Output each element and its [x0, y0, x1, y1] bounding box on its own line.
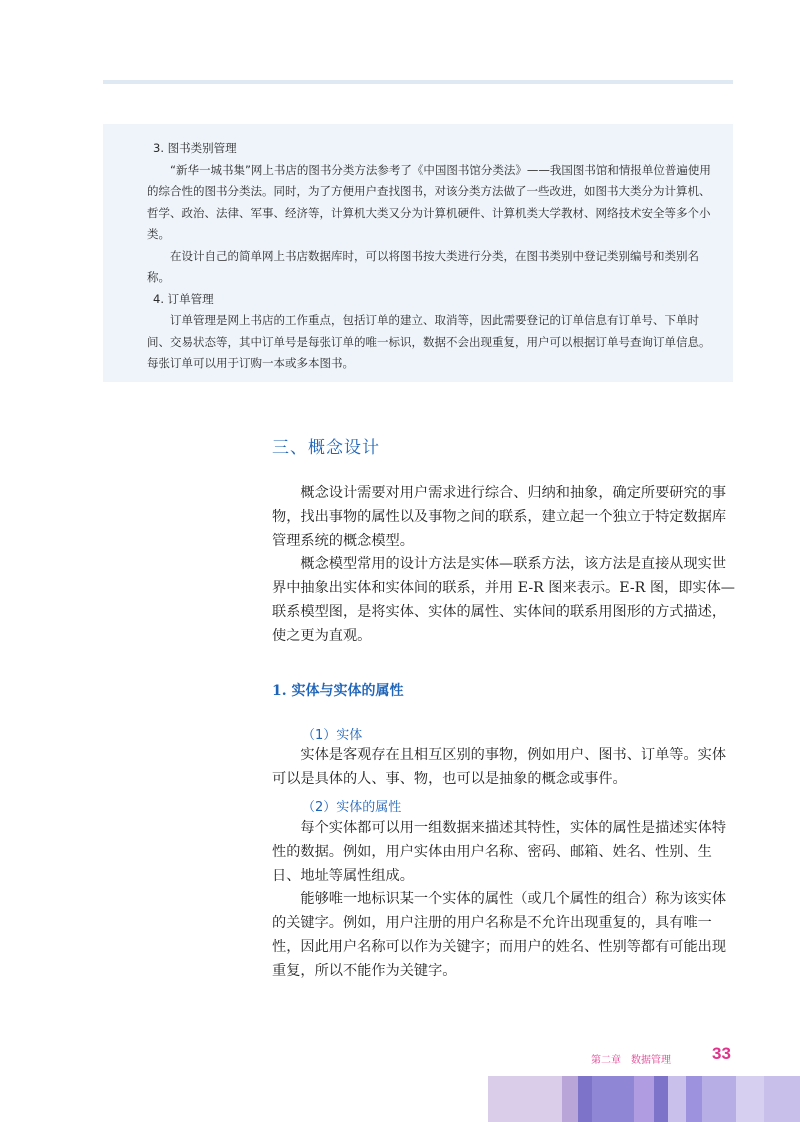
- header-rule: [103, 80, 733, 84]
- page-number: 33: [712, 1044, 731, 1063]
- footer-color-band: [488, 1076, 800, 1122]
- sub2-text: [272, 817, 738, 984]
- section4-heading: 4. 订单管理: [153, 291, 214, 306]
- intro-text: [272, 482, 738, 649]
- footer-chapter-label: 第二章 数据管理: [591, 1055, 671, 1066]
- sub2-paragraph-1: 每个实体都可以用一组数据来描述其特性，实体的属性是描述实体特性的数据。例如，用户实体由用户名称、密码、邮箱、姓名、性别、生日、地址等属性组成。: [272, 820, 727, 884]
- section3-heading: 3. 图书类别管理: [153, 141, 237, 155]
- section4-paragraph-1: 订单管理是网上书店的工作重点，包括订单的建立、取消等，因此需要登记的订单信息有订单号、下单时间、交易状态等，其中订单号是每张订单的唯一标识，数据不会出现重复，用户可以根据订单号查询订单信息。每张订单可以用于订购一本或多本图书。: [147, 313, 711, 370]
- sub1-heading: （1）实体: [302, 728, 363, 743]
- sub2-paragraph-2: 能够唯一地标识某一个实体的属性（或几个属性的组合）称为该实体的关键字。例如，用户注册的用户名称是不允许出现重复的，具有唯一性，因此用户名称可以作为关键字；而用户的姓名、性别等都有可能出现重复，所以不能作为关键字。: [272, 891, 727, 979]
- info-box: [103, 124, 733, 382]
- sub1-text: [272, 744, 738, 792]
- sub1-paragraph: 实体是客观存在且相互区别的事物，例如用户、图书、订单等。实体可以是具体的人、事、物，也可以是抽象的概念或事件。: [272, 747, 727, 787]
- intro-paragraph-2: 概念模型常用的设计方法是实体—联系方法，该方法是直接从现实世界中抽象出实体和实体间的联系，并用 E-R 图来表示。E-R 图，即实体—联系模型图，是将实体、实体的属性、实体间的联系用图形的方式描述，使之更为直观。: [272, 556, 735, 644]
- section3-paragraph-2: 在设计自己的简单网上书店数据库时，可以将图书按大类进行分类，在图书类别中登记类别编号和类别名称。: [147, 248, 699, 284]
- section3-paragraph-1: “新华一城书集”网上书店的图书分类方法参考了《中国图书馆分类法》——我国图书馆和情报单位普遍使用的综合性的图书分类法。同时，为了方便用户查找图书，对该分类方法做了一些改进，如图书大类分为计算机、哲学、政治、法律、军事、经济等，计算机大类又分为计算机硬件、计算机类大学教材、网络技术安全等多个小类。: [147, 162, 711, 241]
- intro-paragraph-1: 概念设计需要对用户需求进行综合、归纳和抽象，确定所要研究的事物，找出事物的属性以及事物之间的联系，建立起一个独立于特定数据库管理系统的概念模型。: [272, 485, 727, 549]
- info-box-content: [147, 138, 717, 375]
- chapter-heading: 三、概念设计: [272, 438, 380, 458]
- section1-heading: 1. 实体与实体的属性: [272, 683, 404, 699]
- sub2-heading: （2）实体的属性: [302, 800, 402, 815]
